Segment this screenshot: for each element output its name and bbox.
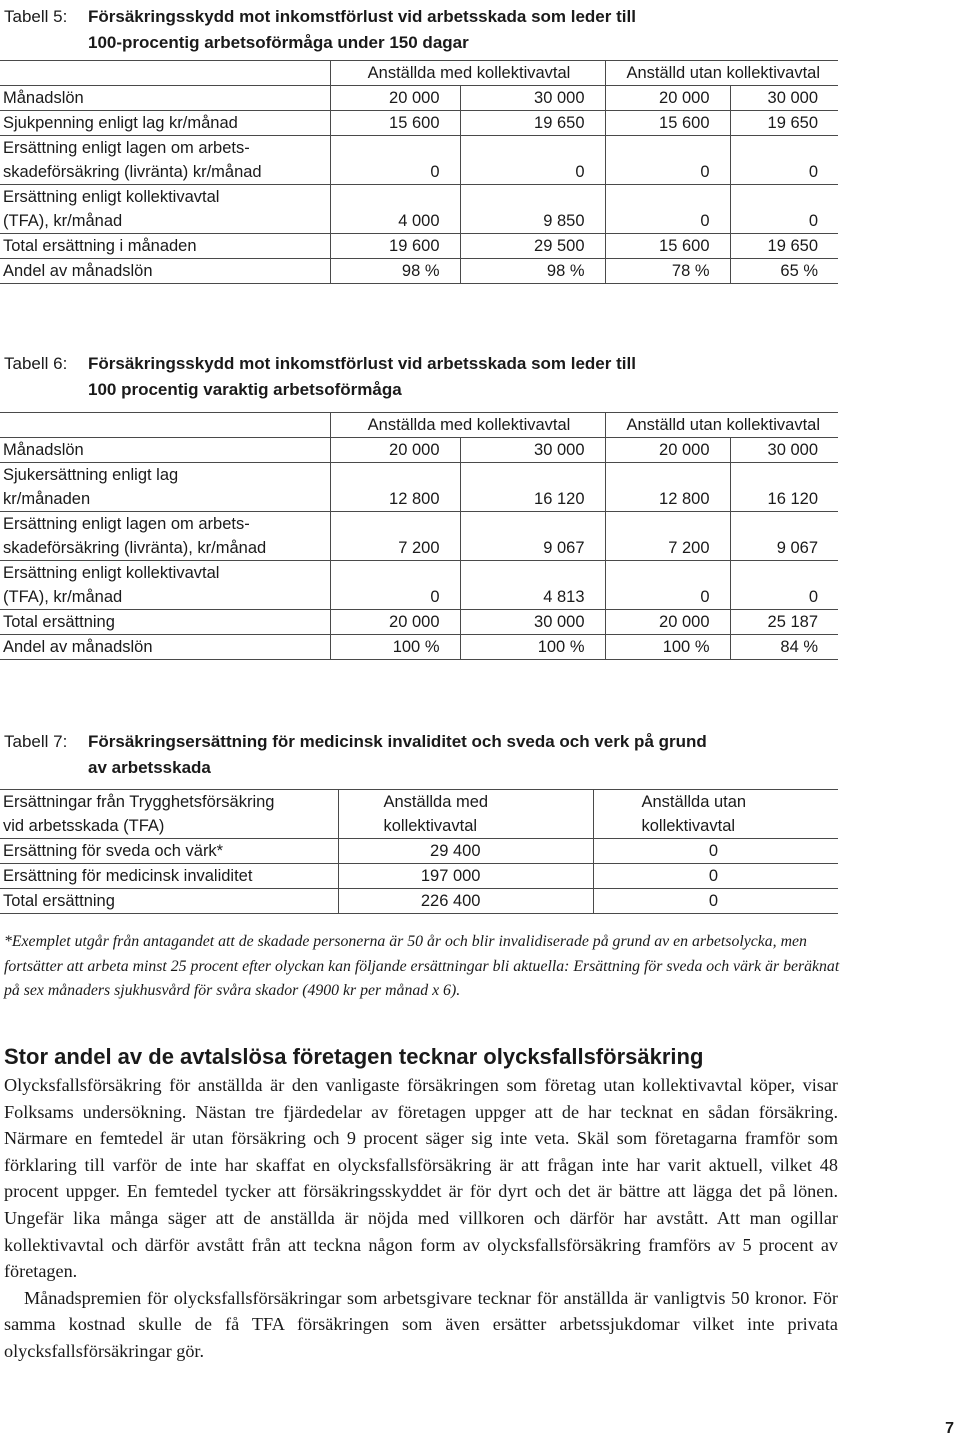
row-label: Ersättning enligt kollektivavtal (TFA), kr/månad	[0, 561, 330, 610]
row-label: Ersättning för medicinsk invaliditet	[0, 864, 338, 889]
table-row	[0, 839, 838, 864]
cell: 0	[330, 136, 460, 185]
cell: 100 %	[605, 635, 730, 660]
row-label: Total ersättning	[0, 610, 330, 635]
table5-label: Tabell 5:	[4, 7, 68, 26]
cell: 0	[330, 561, 460, 610]
table-row	[0, 185, 838, 234]
cell: 19 650	[730, 234, 838, 259]
paragraph: Månadspremien för olycksfallsförsäkringar som arbetsgivare tecknar för anställda är vanligtvis 50 kronor. För samma kostnad skulle de få TFA försäkringen som även ersätter arbetssjukdomar vilket inte privata olycksfallsförsäkringar gör.	[4, 1287, 838, 1361]
row-label: Ersättning enligt kollektivavtal (TFA), kr/månad	[0, 185, 330, 234]
table-row	[0, 889, 838, 914]
table5-title-line1: Försäkringsskydd mot inkomstförlust vid arbetsskada som leder till	[88, 7, 636, 26]
table6-label: Tabell 6:	[4, 354, 68, 373]
table6-group-without: Anställd utan kollektivavtal	[605, 413, 838, 438]
table5-header-row	[0, 61, 838, 86]
cell: 0	[460, 136, 605, 185]
cell: 0	[605, 136, 730, 185]
cell: 20 000	[605, 438, 730, 463]
cell: 226 400	[338, 889, 593, 914]
table5-title-line2: 100-procentig arbetsoförmåga under 150 dagar	[88, 33, 469, 52]
table-row	[0, 259, 838, 284]
table-row	[0, 512, 838, 561]
table-row	[0, 111, 838, 136]
table5-group-without: Anställd utan kollektivavtal	[605, 61, 838, 86]
table6-group-with: Anställda med kollektivavtal	[330, 413, 605, 438]
cell: 19 650	[730, 111, 838, 136]
table6-title	[88, 351, 848, 403]
cell: 30 000	[730, 438, 838, 463]
table-row	[0, 136, 838, 185]
table7-title-line2: av arbetsskada	[88, 758, 211, 777]
table6-title-line1: Försäkringsskydd mot inkomstförlust vid arbetsskada som leder till	[88, 354, 636, 373]
cell: 100 %	[460, 635, 605, 660]
cell: 0	[730, 185, 838, 234]
table7-header-without: Anställda utan kollektivavtal	[593, 790, 838, 839]
row-label: Månadslön	[0, 438, 330, 463]
table-row	[0, 610, 838, 635]
row-label: Månadslön	[0, 86, 330, 111]
row-label: Sjukersättning enligt lag kr/månaden	[0, 463, 330, 512]
table-row	[0, 561, 838, 610]
row-label: Total ersättning	[0, 889, 338, 914]
table7-label: Tabell 7:	[4, 732, 68, 751]
table-row	[0, 864, 838, 889]
cell: 0	[730, 136, 838, 185]
cell: 16 120	[460, 463, 605, 512]
cell: 7 200	[605, 512, 730, 561]
cell: 7 200	[330, 512, 460, 561]
row-label: Ersättning för sveda och värk*	[0, 839, 338, 864]
cell: 100 %	[330, 635, 460, 660]
section-body	[4, 1072, 838, 1365]
footnote: *Exemplet utgår från antagandet att de skadade personerna är 50 år och blir invalidiserade på grund av en arbetsolycka, men fortsätter att arbeta minst 25 procent efter olyckan kan följande ersättningar bli aktuella: Ersättning för sveda och värk är beräknat på sex månaders sjukhusvård för svåra skador (4900 kr per månad x 6).	[4, 933, 840, 999]
cell: 9 850	[460, 185, 605, 234]
cell: 16 120	[730, 463, 838, 512]
cell: 9 067	[460, 512, 605, 561]
cell: 15 600	[330, 111, 460, 136]
table7-title-line1: Försäkringsersättning för medicinsk invaliditet och sveda och verk på grund	[88, 732, 707, 751]
cell: 78 %	[605, 259, 730, 284]
table-row	[0, 234, 838, 259]
cell: 9 067	[730, 512, 838, 561]
cell: 30 000	[730, 86, 838, 111]
table7	[0, 789, 838, 914]
table7-header-row	[0, 790, 838, 839]
paragraph: Olycksfallsförsäkring för anställda är den vanligaste försäkringen som företag utan kollektivavtal köper, visar Folksams undersökning. Nästan tre fjärdedelar av företagen uppger att de har tecknat en sådan försäkring. Närmare en femtedel är utan försäkring och 9 procent säger sig inte veta. Skäl som företagarna framför som förklaring till varför de inte har skaffat en olycksfallsförsäkring är att frågan inte har varit aktuell, vilket 48 procent uppger. En femtedel tycker att försäkringsskyddet är för dyrt och det är bättre att lägga det på lönen. Ungefär lika många säger att de anställda är nöjda med villkoren och därför har avstått. Att man ogillar kollektivavtal och därför avstått från att teckna någon form av olycksfallsförsäkring framförs av 5 procent av företagen.	[4, 1075, 838, 1282]
table7-title	[88, 729, 848, 781]
cell: 20 000	[605, 610, 730, 635]
row-label: Ersättning enligt lagen om arbets- skadeförsäkring (livränta) kr/månad	[0, 136, 330, 185]
cell: 12 800	[605, 463, 730, 512]
cell: 197 000	[338, 864, 593, 889]
cell: 98 %	[460, 259, 605, 284]
row-label: Andel av månadslön	[0, 259, 330, 284]
cell: 0	[593, 839, 838, 864]
cell: 4 813	[460, 561, 605, 610]
row-label: Andel av månadslön	[0, 635, 330, 660]
cell: 25 187	[730, 610, 838, 635]
section-heading: Stor andel av de avtalslösa företagen tecknar olycksfallsförsäkring	[4, 1044, 704, 1069]
cell: 20 000	[330, 86, 460, 111]
cell: 20 000	[330, 438, 460, 463]
cell: 19 650	[460, 111, 605, 136]
table6-header-row	[0, 413, 838, 438]
table6	[0, 412, 838, 660]
cell: 29 500	[460, 234, 605, 259]
table5-title	[88, 4, 848, 56]
cell: 30 000	[460, 438, 605, 463]
table7-header-with: Anställda med kollektivavtal	[338, 790, 593, 839]
cell: 20 000	[330, 610, 460, 635]
table-row	[0, 463, 838, 512]
row-label: Total ersättning i månaden	[0, 234, 330, 259]
table5-group-with: Anställda med kollektivavtal	[330, 61, 605, 86]
cell: 4 000	[330, 185, 460, 234]
cell: 20 000	[605, 86, 730, 111]
row-label: Ersättning enligt lagen om arbets- skadeförsäkring (livränta), kr/månad	[0, 512, 330, 561]
cell: 30 000	[460, 86, 605, 111]
page-number: 7	[945, 1420, 954, 1437]
cell: 0	[593, 889, 838, 914]
cell: 98 %	[330, 259, 460, 284]
cell: 65 %	[730, 259, 838, 284]
cell: 0	[605, 561, 730, 610]
table6-title-line2: 100 procentig varaktig arbetsoförmåga	[88, 380, 402, 399]
cell: 15 600	[605, 234, 730, 259]
table-row	[0, 86, 838, 111]
cell: 0	[730, 561, 838, 610]
cell: 84 %	[730, 635, 838, 660]
cell: 29 400	[338, 839, 593, 864]
cell: 30 000	[460, 610, 605, 635]
cell: 19 600	[330, 234, 460, 259]
cell: 0	[593, 864, 838, 889]
cell: 15 600	[605, 111, 730, 136]
table5	[0, 60, 838, 284]
cell: 0	[605, 185, 730, 234]
table-row	[0, 438, 838, 463]
table-row	[0, 635, 838, 660]
cell: 12 800	[330, 463, 460, 512]
table7-header-label: Ersättningar från Trygghetsförsäkring vid arbetsskada (TFA)	[0, 790, 338, 839]
row-label: Sjukpenning enligt lag kr/månad	[0, 111, 330, 136]
